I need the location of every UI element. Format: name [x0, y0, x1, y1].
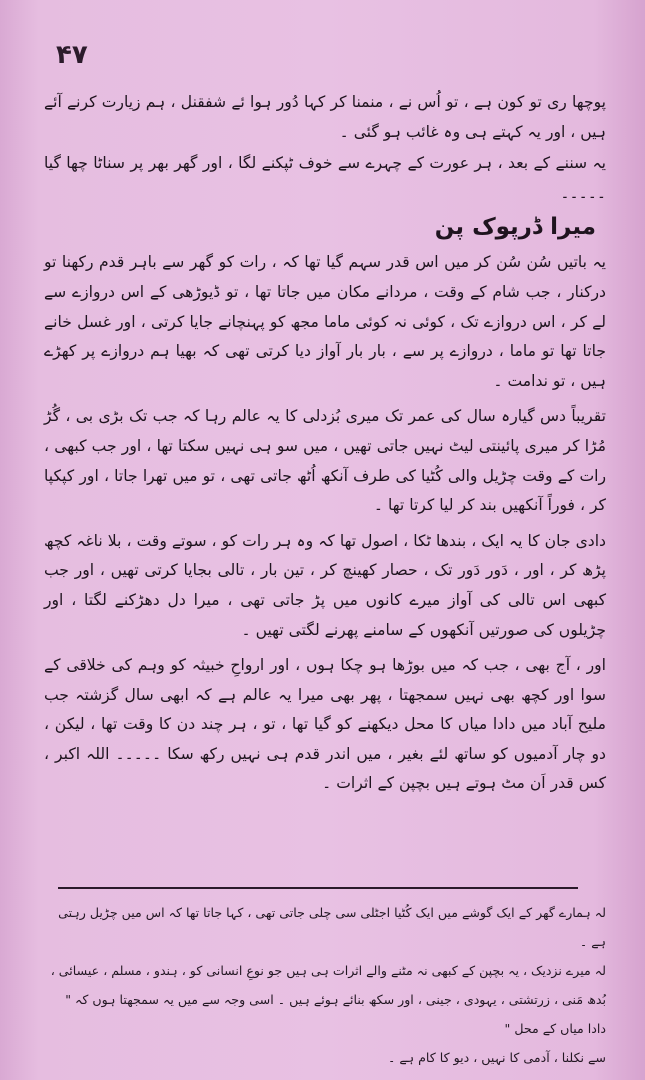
footnotes: [44, 898, 606, 1072]
footnote: سے نکلنا ، آدمی کا نہیں ، دیو کا کام ہے ۔: [387, 1050, 606, 1065]
footnote: لہ میرے نزدیک ، یہ بچپن کے کبھی نہ مٹنے والے اثرات ہی ہیں جو نوعِ انسانی کو ، ہندو ، مسلم ، عیسائی ، بُدھ مَنی ، زرتشتی ، یہودی ، جینی ، اور سکھ بنائے ہوئے ہیں ۔ اسی وجہ سے میں یہ سمجھتا ہوں کہ " دادا میاں کے محل ": [50, 963, 606, 1036]
paragraph: تقریباً دس گیارہ سال کی عمر تک میری بُزدلی کا یہ عالم رہا کہ جب تک بڑی بی ، گُڑ مُڑا کر میری پائینتی لیٹ نہیں جاتی تھیں ، میں سو ہی نہیں سکتا تھا ، اور جب کبھی ، رات کے وقت چڑیل والی کُٹیا کی طرف آنکھ اُٹھ جاتی تھی ، تو میں تھرا جاتا ، اور کپکپا کر ، فوراً آنکھیں بند کر لیا کرتا تھا ۔: [44, 407, 606, 515]
paragraph: یہ باتیں سُن سُن کر میں اس قدر سہم گیا تھا کہ ، رات کو گھر سے باہر قدم رکھنا تو درکنار ، جب شام کے وقت ، مردانے مکان میں جاتا تھا ، تو ڈیوڑھی کے اس دروازے سے لے کر ، اس دروازے تک ، کوئی نہ کوئی ماما مجھ کو پہنچانے جایا کرتی ، اور غسل خانے جاتا تھا تو ماما ، دروازے پر سے ، بار بار آواز دیا کرتی تھی کہ بھیا ہم دروازے پر کھڑے ہیں ، تو ندامت ۔: [44, 253, 606, 390]
footnote: لہ ہمارے گھر کے ایک گوشے میں ایک کُٹیا اجٹلی سی چلی جاتی تھی ، کہا جاتا تھا کہ اس میں چڑیل رہتی ہے ۔: [58, 905, 606, 949]
main-text: [44, 88, 606, 805]
paragraph: پوچھا ری تو کون ہے ، تو اُس نے ، منمنا کر کہا دُور ہوا ئے شفقنل ، ہم زیارت کرنے آئے ہیں ، اور یہ کہتے ہی وہ غائب ہو گئی ۔: [44, 93, 606, 141]
footnote-divider: [58, 887, 578, 889]
paragraph: یہ سننے کے بعد ، ہر عورت کے چہرے سے خوف ٹپکنے لگا ، اور گھر بھر پر سناٹا چھا گیا ۔۔۔۔۔: [44, 154, 606, 202]
page-number: ۴۷: [56, 40, 88, 70]
paragraph: دادی جان کا یہ ایک ، بندھا ٹکا ، اصول تھا کہ وہ ہر رات کو ، سوتے وقت ، بلا ناغہ کچھ پڑھ کر ، اور ، دَور دَور تک ، حصار کھینچ کر ، تین بار ، تالی بجایا کرتی تھیں ، اور جب کبھی اس تالی کی آواز میرے کانوں میں پڑ جاتی تھی ، میرا دل دھڑکنے لگتا ، اور چڑیلوں کی صورتیں آنکھوں کے سامنے پھرنے لگتی تھیں ۔: [44, 531, 606, 639]
section-heading: میرا ڈرپوک پن: [434, 214, 596, 241]
paragraph: اور ، آج بھی ، جب کہ میں بوڑھا ہو چکا ہوں ، اور ارواحِ خبیثہ کو وہم کی خلاقی کے سوا اور کچھ بھی نہیں سمجھتا ، پھر بھی میرا یہ عالم ہے کہ ابھی سال گزشتہ جب ملیح آباد میں دادا میاں کا محل دیکھنے کو گیا تھا ، تو ، ہر چند دن کا وقت تھا ، لیکن ، دو چار آدمیوں کو ساتھ لئے بغیر ، میں اندر قدم ہی نہیں رکھ سکا ۔۔۔۔۔ اللہ اکبر ، کس قدر اَن مٹ ہوتے ہیں بچپن کے اثرات ۔: [44, 656, 606, 793]
